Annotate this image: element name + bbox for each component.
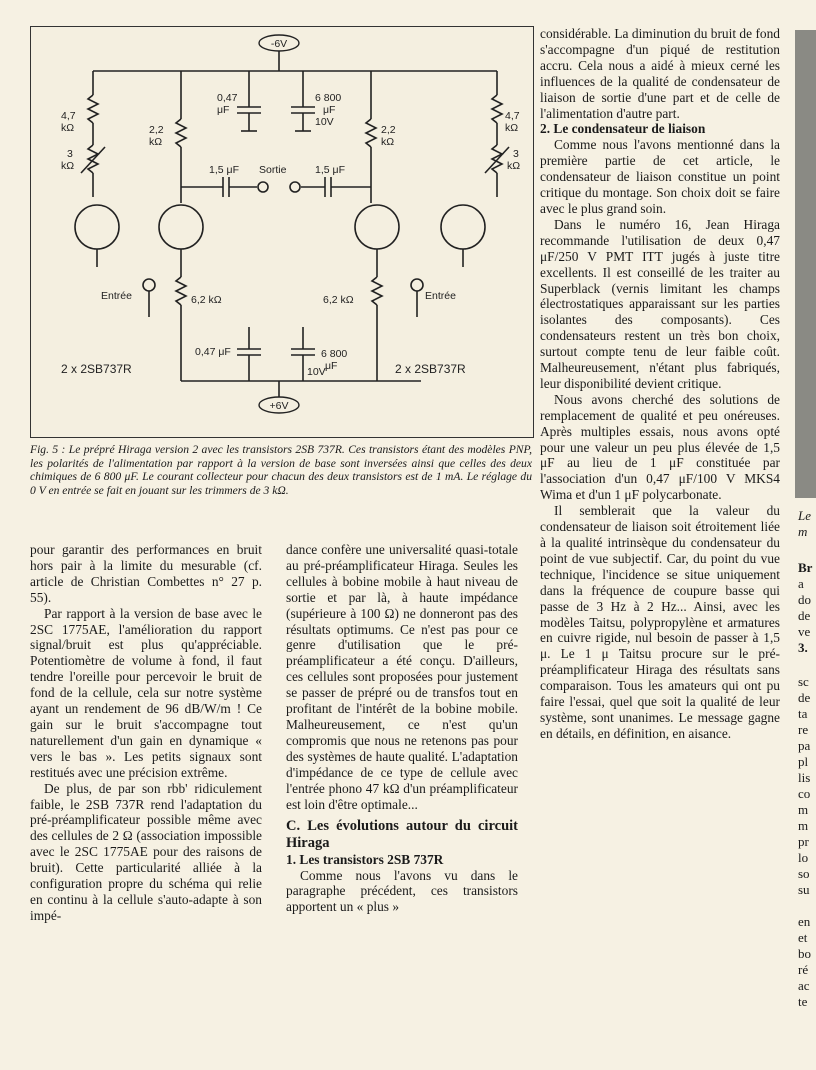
col3-paragraph-5: Il semblerait que la valeur du condensateur de liaison soit étroitement liée à la qualité intrinsèque du condensateur du point de vue subjectif. Car, du point du vue technique, l'incidence se situe uniquement dans la fréquence de coupure basse qui passe de 3 Hz à 2 Hz... Ainsi, avec les modèles Taitsu, polypropylène et armatures en cuivre rigide, nul besoin de passer à 1,5 μ. Le 1 μ Taitsu procure sur le pré-préamplificateur Hiraga des résultats sans comparaison. Tous les amateurs qui ont pu faire l'essai, quel que soit la qualité de leur système, sont unanimes. Le message gagne en détails, en définition, en aisance.: [540, 503, 780, 741]
transistors-left-label: 2 x 2SB737R: [61, 362, 132, 376]
pot-left-unit: kΩ: [61, 160, 75, 172]
edge-fragment: 3.: [798, 640, 808, 655]
edge-fragment: en: [798, 914, 811, 929]
r-mid-left-unit: kΩ: [149, 136, 163, 148]
col1-paragraph-2: Par rapport à la version de base avec le 2SC 1775AE, l'amélioration du rapport signal/bruit est plus qu'appréciable. Potentiomètre de volume à fond, il faut tendre l'oreille pour percevoir le bruit de fond de la cellule, cela sur notre système ayant un rendement de 96 dB/W/m ! Ce gain sur le bruit s'accompagne tout naturellement d'un gain en dynamique « vers le bas ». Les petits signaux sont restitués avec une précision extrême.: [30, 605, 262, 780]
edge-fragment: sc: [798, 674, 809, 689]
c-top-left-unit: μF: [217, 104, 230, 116]
c-bot-left-label: 0,47 μF: [195, 346, 231, 358]
col3-paragraph-4: Nous avons cherché des solutions de remplacement de qualité et peu onéreuses. Après multiples essais, nous avons opté pour une valeur un peu plus élevée de 1,5 μF au lieu de 1 μF constituée par l'association d'un 0,47 μF/100 V MKS4 Wima et d'un 1 μF polycarbonate.: [540, 391, 780, 503]
c-out-left-label: 1,5 μF: [209, 164, 239, 176]
supply-bottom-label: +6V: [269, 400, 289, 412]
entree-left-label: Entrée: [101, 290, 132, 302]
r-mid-right-value: 2,2: [381, 124, 396, 136]
edge-fragment: pl: [798, 754, 809, 769]
edge-fragment: ta: [798, 706, 808, 721]
c-top-right-unit: μF: [323, 104, 336, 116]
column-3: [540, 26, 780, 742]
subsection-heading-2: 2. Le condensateur de liaison: [540, 121, 706, 137]
c-top-left-value: 0,47: [217, 92, 238, 104]
section-heading: C. Les évolutions autour du circuit Hiraga: [286, 818, 518, 851]
col3-paragraph-3: Dans le numéro 16, Jean Hiraga recommande l'utilisation de deux 0,47 μF/250 V PMT ITT jugés à juste titre excellents. Il est conseillé de les traiter au Superblack (vernis limitant les champs électrostatiques apparaissant sur les parties isolantes des composants). Ces condensateurs restent un très bon choix, surtout compte tenu de leur faible coût. Malheureusement, n'étant plus fabriqués, leur disponibilité devient critique.: [540, 216, 780, 391]
edge-fragment: Le: [798, 508, 811, 523]
entree-right-label: Entrée: [425, 290, 456, 302]
edge-fragment: co: [798, 786, 811, 801]
column-2: [286, 542, 518, 915]
pot-left-value: 3: [67, 148, 73, 160]
edge-fragment: m: [798, 524, 808, 539]
edge-fragment: m: [798, 818, 809, 833]
subsection-heading-1: 1. Les transistors 2SB 737R: [286, 851, 444, 867]
r-top-left-value: 4,7: [61, 110, 76, 122]
transistors-right-label: 2 x 2SB737R: [395, 362, 466, 376]
pot-right-value: 3: [513, 148, 519, 160]
edge-fragment: lis: [798, 770, 811, 785]
r-top-right-value: 4,7: [505, 110, 520, 122]
circuit-diagram: [31, 27, 533, 437]
c-bot-right-voltage: 10V: [307, 366, 326, 378]
edge-fragment: te: [798, 994, 808, 1009]
edge-fragment: lo: [798, 850, 809, 865]
edge-fragment: a: [798, 576, 804, 591]
col3-paragraph-1: considérable. La diminution du bruit de fond s'accompagne d'un piqué de restitution accru. Cela nous a aidé à mieux cerné les influences de la qualité de condensateur de liaison de sortie d'une part et de celle de l'alimentation d'autre part.: [540, 26, 780, 121]
edge-fragment: re: [798, 722, 809, 737]
c-top-right-value: 6 800: [315, 92, 342, 104]
c-out-right-label: 1,5 μF: [315, 164, 345, 176]
r-emit-right-label: 6,2 kΩ: [323, 294, 354, 306]
col1-paragraph-3: De plus, de par son rbb' ridiculement faible, le 2SB 737R rend l'adaptation du pré-préamplificateur possible même avec des cellules de 2 Ω (association impossible avec le 2SC 1775AE pour des raisons de bruit). Cette particularité alliée à la configuration propre du schéma qui relie en continu à la cellule s'auto-adapte à son impé-: [30, 780, 262, 923]
supply-top-label: -6V: [270, 38, 288, 50]
col2-paragraph-2: Comme nous l'avons vu dans le paragraphe précédent, ces transistors apportent un « plus »: [286, 867, 518, 915]
pot-right-unit: kΩ: [507, 160, 521, 172]
edge-fragment: su: [798, 882, 810, 897]
sortie-label: Sortie: [259, 164, 287, 176]
c-bot-right-value: 6 800: [321, 348, 348, 360]
r-mid-right-unit: kΩ: [381, 136, 395, 148]
edge-fragment: ve: [798, 624, 811, 639]
r-mid-left-value: 2,2: [149, 124, 164, 136]
edge-fragment: do: [798, 592, 811, 607]
column-1: [30, 542, 262, 924]
edge-fragment: Br: [798, 560, 813, 575]
edge-fragment: ré: [798, 962, 809, 977]
r-top-left-unit: kΩ: [61, 122, 75, 134]
figure-caption: Fig. 5 : Le prépré Hiraga version 2 avec les transistors 2SB 737R. Ces transistors étant des modèles PNP, les polarités de l'alimentation par rapport à la version de base sont inversées ainsi que celles des deux chimiques de 6 800 μF. Le courant collecteur pour chacun des deux transistors est de 1 mA. Le réglage du 0 V en entrée se fait en jouant sur les trimmers de 3 kΩ.: [30, 443, 532, 497]
col2-paragraph-1: dance confère une universalité quasi-totale au pré-préamplificateur Hiraga. Seules les cellules à bobine mobile à haut niveau de sortie et par là, à haute impédance (supérieure à 100 Ω) ne donneront pas des résultats optimums. Ce n'est pas pour ce genre d'utilisation que le pré-préamplificateur a été conçu. D'ailleurs, ces cellules sont proposées pour justement se passer de prépré ou de transfos tout en profitant de l'intérêt de la bobine mobile. Malheureusement, ce n'est qu'un compromis que nous ne retenons pas pour des systèmes de haute qualité. L'adaptation d'impédance de ce type de cellule avec l'entrée phono 47 kΩ d'un préamplificateur est loin d'être optimale...: [286, 542, 518, 812]
c-bot-right-unit: μF: [325, 360, 338, 372]
edge-fragment: de: [798, 690, 811, 705]
col1-paragraph-1: pour garantir des performances en bruit hors pair à la limite du mesurable (cf. article de Christian Combettes n° 27 p. 55).: [30, 542, 262, 605]
edge-fragment: pa: [798, 738, 811, 753]
edge-fragment: m: [798, 802, 809, 817]
edge-fragment: so: [798, 866, 810, 881]
schematic-figure: [30, 26, 534, 438]
r-top-right-unit: kΩ: [505, 122, 519, 134]
col3-paragraph-2: Comme nous l'avons mentionné dans la première partie de cet article, le condensateur de liaison constitue un point critique du montage. Son choix doit se faire avec le plus grand soin.: [540, 137, 780, 216]
c-top-right-voltage: 10V: [315, 116, 334, 128]
edge-fragment: pr: [798, 834, 809, 849]
r-emit-left-label: 6,2 kΩ: [191, 294, 222, 306]
right-edge-fragments: [790, 0, 816, 1070]
edge-fragment: de: [798, 608, 811, 623]
edge-fragment: ac: [798, 978, 810, 993]
edge-fragment: et: [798, 930, 808, 945]
edge-fragment: bo: [798, 946, 811, 961]
